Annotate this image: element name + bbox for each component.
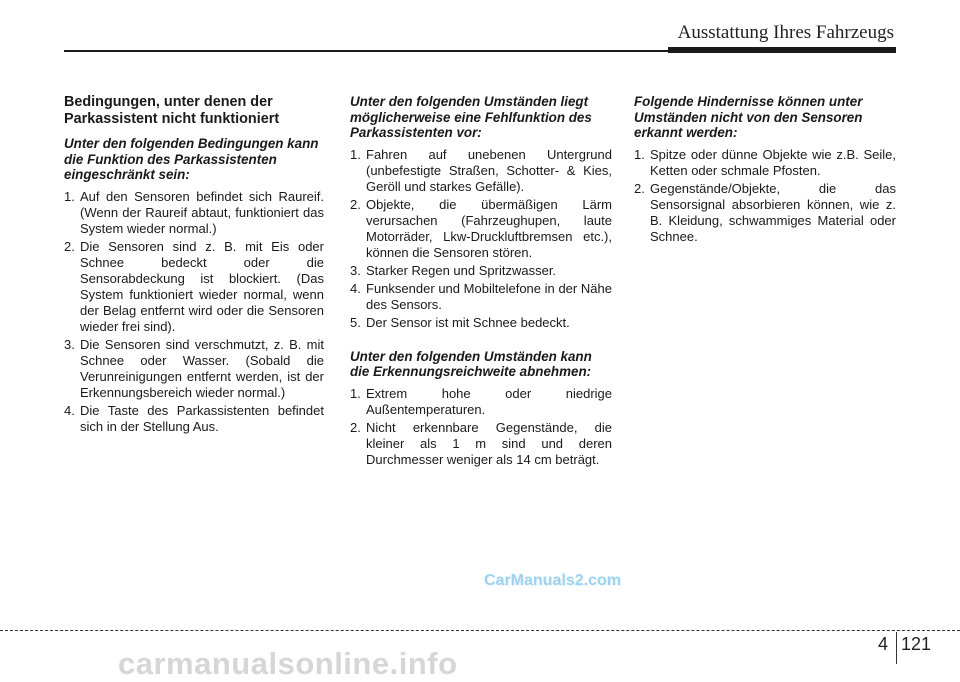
list-item [350, 197, 612, 261]
item-number: 2. [634, 180, 645, 196]
item-number: 2. [350, 196, 361, 212]
item-text: Die Taste des Parkassistenten befindet sich in der Stellung Aus. [80, 402, 324, 434]
item-number: 1. [64, 188, 75, 204]
item-number: 1. [634, 146, 645, 162]
list-undetected-obstacles [634, 147, 896, 245]
item-text: Die Sensoren sind z. B. mit Eis oder Schnee bedeckt oder die Sensorabdeckung ist blockiert. (Das System funktioniert wieder normal, wenn der Belag entfernt wird oder die Sensoren wieder frei sind). [80, 238, 324, 334]
item-text: Der Sensor ist mit Schnee bedeckt. [366, 314, 570, 330]
section-heading: Bedingungen, unter denen der Parkassistent nicht funktioniert [64, 94, 280, 127]
item-number: 1. [350, 385, 361, 401]
item-text: Die Sensoren sind verschmutzt, z. B. mit Schnee oder Wasser. (Sobald die Verunreinigungen entfernt werden, ist der Erkennungsbereich wieder normal.) [80, 336, 324, 400]
page-number-separator [896, 632, 897, 664]
item-number: 3. [350, 262, 361, 278]
item-text: Spitze oder dünne Objekte wie z.B. Seile, Ketten oder schmale Pfosten. [650, 146, 896, 178]
item-text: Objekte, die übermäßigen Lärm verursachen (Fahrzeughupen, laute Motorräder, Lkw-Druckluftbremsen etc.), können die Sensoren stören. [366, 196, 612, 260]
item-text: Extrem hohe oder niedrige Außentemperaturen. [366, 385, 612, 417]
list-item [64, 189, 324, 237]
list-item [64, 239, 324, 335]
page-header-title: Ausstattung Ihres Fahrzeugs [677, 22, 894, 43]
item-text: Starker Regen und Spritzwasser. [366, 262, 557, 278]
item-number: 2. [64, 238, 75, 254]
list-item [350, 281, 612, 313]
column-2 [350, 94, 612, 470]
item-number: 1. [350, 146, 361, 162]
footer-dashed-rule [0, 630, 960, 631]
item-number: 4. [350, 280, 361, 296]
list-item [350, 147, 612, 195]
list-limited-function [64, 189, 324, 435]
page-number: 121 [901, 634, 932, 654]
footer-watermark: carmanualsonline.info [118, 646, 458, 681]
subheading-limited-function: Unter den folgenden Bedingungen kann die Funktion des Parkassistenten eingeschränkt sein: [64, 136, 319, 182]
column-1 [64, 94, 324, 437]
subheading-range-reduction: Unter den folgenden Umständen kann die Erkennungsreichweite abnehmen: [350, 348, 592, 379]
list-item [634, 147, 896, 179]
subheading-malfunction: Unter den folgenden Umständen liegt möglicherweise eine Fehlfunktion des Parkassistenten vor: [350, 94, 592, 140]
subheading-undetected-obstacles: Folgende Hindernisse können unter Umständen nicht von den Sensoren erkannt werden: [634, 94, 863, 140]
list-item [64, 337, 324, 401]
item-text: Funksender und Mobiltelefone in der Nähe des Sensors. [366, 280, 612, 312]
item-number: 2. [350, 419, 361, 435]
list-item [350, 420, 612, 468]
list-item [350, 386, 612, 418]
item-text: Nicht erkennbare Gegenstände, die kleiner als 1 m sind und deren Durchmesser weniger als 14 cm beträgt. [366, 419, 612, 467]
item-number: 5. [350, 314, 361, 330]
item-text: Auf den Sensoren befindet sich Raureif. (Wenn der Raureif abtaut, funktioniert das System wieder normal.) [80, 188, 324, 236]
list-item [64, 403, 324, 435]
column-3 [634, 94, 896, 247]
list-item [350, 263, 612, 279]
item-text: Fahren auf unebenen Untergrund (unbefestigte Straßen, Schotter- & Kies, Geröll und starkes Gefälle). [366, 146, 612, 194]
list-malfunction [350, 147, 612, 331]
chapter-number: 4 [878, 634, 889, 654]
header-rule-tab [668, 47, 896, 53]
list-item [634, 181, 896, 245]
item-text: Gegenstände/Objekte, die das Sensorsignal absorbieren können, wie z. B. Kleidung, schwammiges Material oder Schnee. [650, 180, 896, 244]
item-number: 4. [64, 402, 75, 418]
watermark-link[interactable]: CarManuals2.com [484, 572, 621, 589]
list-item [350, 315, 612, 331]
item-number: 3. [64, 336, 75, 352]
list-range-reduction [350, 386, 612, 468]
